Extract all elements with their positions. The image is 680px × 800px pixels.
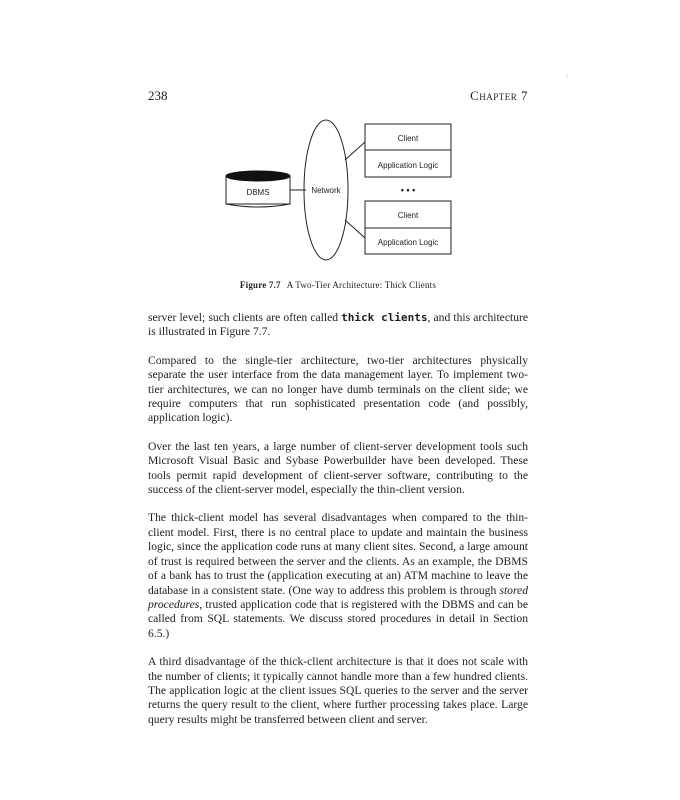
p4-emphasis: stored procedures [148,583,528,611]
p1-text-a: server level; such clients are often called [148,311,342,324]
caption-label: Figure 7.7 [239,280,281,290]
network-client-link-bottom [345,220,365,238]
scan-artifact: ⁝ [566,72,569,80]
two-tier-diagram [0,0,680,300]
client-1-label: Client [397,134,419,143]
chapter-number: 7 [521,88,528,103]
chapter-prefix: C [470,88,480,103]
dbms-label: DBMS [246,188,270,197]
caption-text: A Two-Tier Architecture: Thick Clients [286,280,437,290]
paragraph-1 [148,311,528,340]
paragraph-3: Over the last ten years, a large number of client-server development tools such Microsoft Visual Basic and Sybase Powerbuilder have been developed. These tools permit rapid development of client-server software, contributing to the success of the client-server model, especially the thin-client version. [148,439,528,497]
network-cloud [304,120,348,260]
paragraph-2: Compared to the single-tier architecture, two-tier architectures physically separate the user interface from the data management layer. To implement two-tier architectures, we can no longer have dumb terminals on the client side; we require computers that run sophisticated presentation code (and possibly, application logic). [148,353,528,425]
client-2-label: Client [397,211,419,220]
paragraph-5: A third disadvantage of the thick-client architecture is that it does not scale with the number of clients; it typically cannot handle more than a few hundred clients. The application logic at the client issues SQL queries to the server and the server returns the query result to the client, where further processing takes place. Large query results might be transferred between client and server. [148,655,528,726]
p4-text-a: The thick-client model has several disadvantages when compared to the thin-client model. First, there is no central place to update and maintain the business logic, since the application code runs at many client sites. Second, a large amount of trust is required between the server and the clients. As an example, the DBMS of a bank has to trust the (application executing at an) ATM machine to leave the database in a consistent state. (One way to address this problem is through [148,511,528,597]
client-1-box [365,124,451,177]
chapter-word: hapter [479,88,518,103]
network-label: Network [311,186,341,195]
body-text [148,311,528,741]
more-clients-ellipsis: • • • [400,185,416,195]
dbms-cylinder [226,171,290,207]
paragraph-4 [148,511,528,641]
figure-7-7 [0,0,680,300]
network-client-link-top [345,142,365,160]
client-1-app-logic: Application Logic [377,161,439,170]
client-2-box [365,201,451,254]
p1-text-b: , and this architecture is illustrated in Figure 7.7. [148,311,528,339]
p1-keyword: thick clients [341,311,428,324]
client-2-app-logic: Application Logic [377,238,439,247]
figure-caption [148,280,528,290]
page-number: 238 [148,88,168,103]
p4-text-b: , trusted application code that is registered with the DBMS and can be called from SQL statements. We discuss stored procedures in detail in Section 6.5.) [148,597,528,640]
